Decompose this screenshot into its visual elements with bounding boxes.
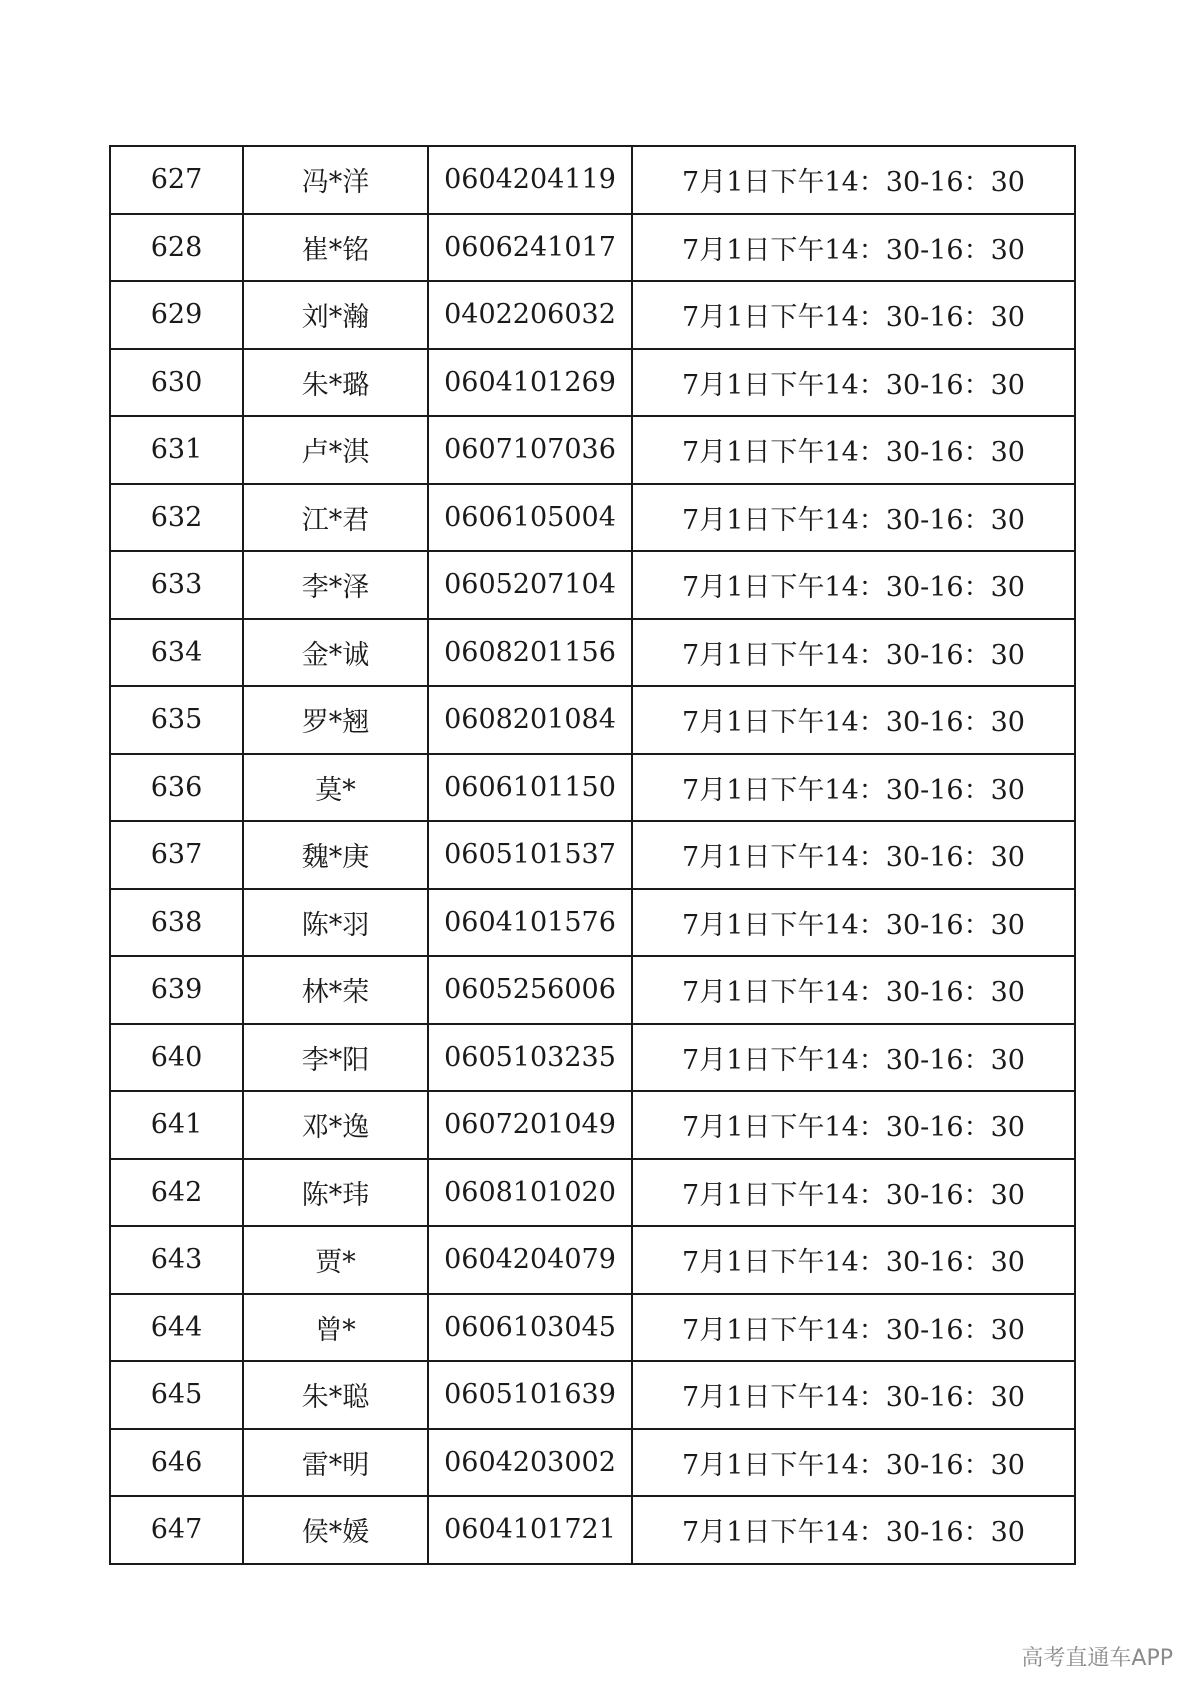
table-row [110, 416, 1075, 484]
name-cell: 曾* [243, 1294, 428, 1362]
table-row [110, 821, 1075, 889]
time-slot-cell: 7月1日下午14：30-16：30 [632, 1024, 1075, 1092]
row-number-cell: 647 [110, 1496, 243, 1564]
candidate-id-cell: 0605101537 [428, 821, 632, 889]
time-slot-cell: 7月1日下午14：30-16：30 [632, 551, 1075, 619]
row-number-cell: 644 [110, 1294, 243, 1362]
time-slot-cell: 7月1日下午14：30-16：30 [632, 214, 1075, 282]
candidate-id-cell: 0606101150 [428, 754, 632, 822]
table-row [110, 1226, 1075, 1294]
candidate-id-cell: 0604101269 [428, 349, 632, 417]
time-slot-cell: 7月1日下午14：30-16：30 [632, 619, 1075, 687]
roster-table-body [110, 146, 1075, 1564]
row-number-cell: 627 [110, 146, 243, 214]
row-number-cell: 646 [110, 1429, 243, 1497]
name-cell: 金*诚 [243, 619, 428, 687]
candidate-id-cell: 0604101576 [428, 889, 632, 957]
name-cell: 魏*庚 [243, 821, 428, 889]
candidate-id-cell: 0606105004 [428, 484, 632, 552]
row-number-cell: 637 [110, 821, 243, 889]
candidate-id-cell: 0607201049 [428, 1091, 632, 1159]
time-slot-cell: 7月1日下午14：30-16：30 [632, 1294, 1075, 1362]
row-number-cell: 642 [110, 1159, 243, 1227]
row-number-cell: 643 [110, 1226, 243, 1294]
row-number-cell: 638 [110, 889, 243, 957]
candidate-id-cell: 0604204119 [428, 146, 632, 214]
time-slot-cell: 7月1日下午14：30-16：30 [632, 1496, 1075, 1564]
name-cell: 莫* [243, 754, 428, 822]
candidate-id-cell: 0604101721 [428, 1496, 632, 1564]
row-number-cell: 631 [110, 416, 243, 484]
candidate-id-cell: 0607107036 [428, 416, 632, 484]
name-cell: 卢*淇 [243, 416, 428, 484]
time-slot-cell: 7月1日下午14：30-16：30 [632, 349, 1075, 417]
name-cell: 陈*玮 [243, 1159, 428, 1227]
name-cell: 朱*璐 [243, 349, 428, 417]
time-slot-cell: 7月1日下午14：30-16：30 [632, 1159, 1075, 1227]
row-number-cell: 640 [110, 1024, 243, 1092]
name-cell: 侯*媛 [243, 1496, 428, 1564]
table-row [110, 1361, 1075, 1429]
roster-table [109, 145, 1076, 1565]
name-cell: 贾* [243, 1226, 428, 1294]
time-slot-cell: 7月1日下午14：30-16：30 [632, 821, 1075, 889]
row-number-cell: 629 [110, 281, 243, 349]
name-cell: 朱*聪 [243, 1361, 428, 1429]
table-row [110, 1159, 1075, 1227]
table-row [110, 1294, 1075, 1362]
time-slot-cell: 7月1日下午14：30-16：30 [632, 1091, 1075, 1159]
name-cell: 林*荣 [243, 956, 428, 1024]
name-cell: 崔*铭 [243, 214, 428, 282]
row-number-cell: 634 [110, 619, 243, 687]
time-slot-cell: 7月1日下午14：30-16：30 [632, 1361, 1075, 1429]
row-number-cell: 639 [110, 956, 243, 1024]
table-row [110, 1429, 1075, 1497]
time-slot-cell: 7月1日下午14：30-16：30 [632, 1226, 1075, 1294]
time-slot-cell: 7月1日下午14：30-16：30 [632, 754, 1075, 822]
watermark: 高考直通车APP [1021, 1646, 1173, 1671]
name-cell: 江*君 [243, 484, 428, 552]
time-slot-cell: 7月1日下午14：30-16：30 [632, 686, 1075, 754]
candidate-id-cell: 0605256006 [428, 956, 632, 1024]
candidate-id-cell: 0608201156 [428, 619, 632, 687]
row-number-cell: 628 [110, 214, 243, 282]
candidate-id-cell: 0604204079 [428, 1226, 632, 1294]
row-number-cell: 633 [110, 551, 243, 619]
table-row [110, 214, 1075, 282]
candidate-id-cell: 0402206032 [428, 281, 632, 349]
table-row [110, 1091, 1075, 1159]
time-slot-cell: 7月1日下午14：30-16：30 [632, 889, 1075, 957]
time-slot-cell: 7月1日下午14：30-16：30 [632, 1429, 1075, 1497]
table-row [110, 349, 1075, 417]
table-row [110, 889, 1075, 957]
name-cell: 李*泽 [243, 551, 428, 619]
table-row [110, 1496, 1075, 1564]
name-cell: 罗*翘 [243, 686, 428, 754]
table-row [110, 686, 1075, 754]
table-row [110, 956, 1075, 1024]
time-slot-cell: 7月1日下午14：30-16：30 [632, 146, 1075, 214]
table-row [110, 754, 1075, 822]
row-number-cell: 630 [110, 349, 243, 417]
candidate-id-cell: 0605207104 [428, 551, 632, 619]
candidate-id-cell: 0608101020 [428, 1159, 632, 1227]
name-cell: 邓*逸 [243, 1091, 428, 1159]
table-row [110, 1024, 1075, 1092]
row-number-cell: 636 [110, 754, 243, 822]
name-cell: 陈*羽 [243, 889, 428, 957]
row-number-cell: 645 [110, 1361, 243, 1429]
table-row [110, 484, 1075, 552]
candidate-id-cell: 0604203002 [428, 1429, 632, 1497]
time-slot-cell: 7月1日下午14：30-16：30 [632, 281, 1075, 349]
candidate-id-cell: 0606103045 [428, 1294, 632, 1362]
time-slot-cell: 7月1日下午14：30-16：30 [632, 416, 1075, 484]
row-number-cell: 632 [110, 484, 243, 552]
table-row [110, 551, 1075, 619]
time-slot-cell: 7月1日下午14：30-16：30 [632, 484, 1075, 552]
name-cell: 雷*明 [243, 1429, 428, 1497]
name-cell: 李*阳 [243, 1024, 428, 1092]
row-number-cell: 635 [110, 686, 243, 754]
table-row [110, 281, 1075, 349]
time-slot-cell: 7月1日下午14：30-16：30 [632, 956, 1075, 1024]
table-row [110, 146, 1075, 214]
row-number-cell: 641 [110, 1091, 243, 1159]
candidate-id-cell: 0605101639 [428, 1361, 632, 1429]
table-row [110, 619, 1075, 687]
candidate-id-cell: 0606241017 [428, 214, 632, 282]
candidate-id-cell: 0608201084 [428, 686, 632, 754]
candidate-id-cell: 0605103235 [428, 1024, 632, 1092]
name-cell: 刘*瀚 [243, 281, 428, 349]
name-cell: 冯*洋 [243, 146, 428, 214]
